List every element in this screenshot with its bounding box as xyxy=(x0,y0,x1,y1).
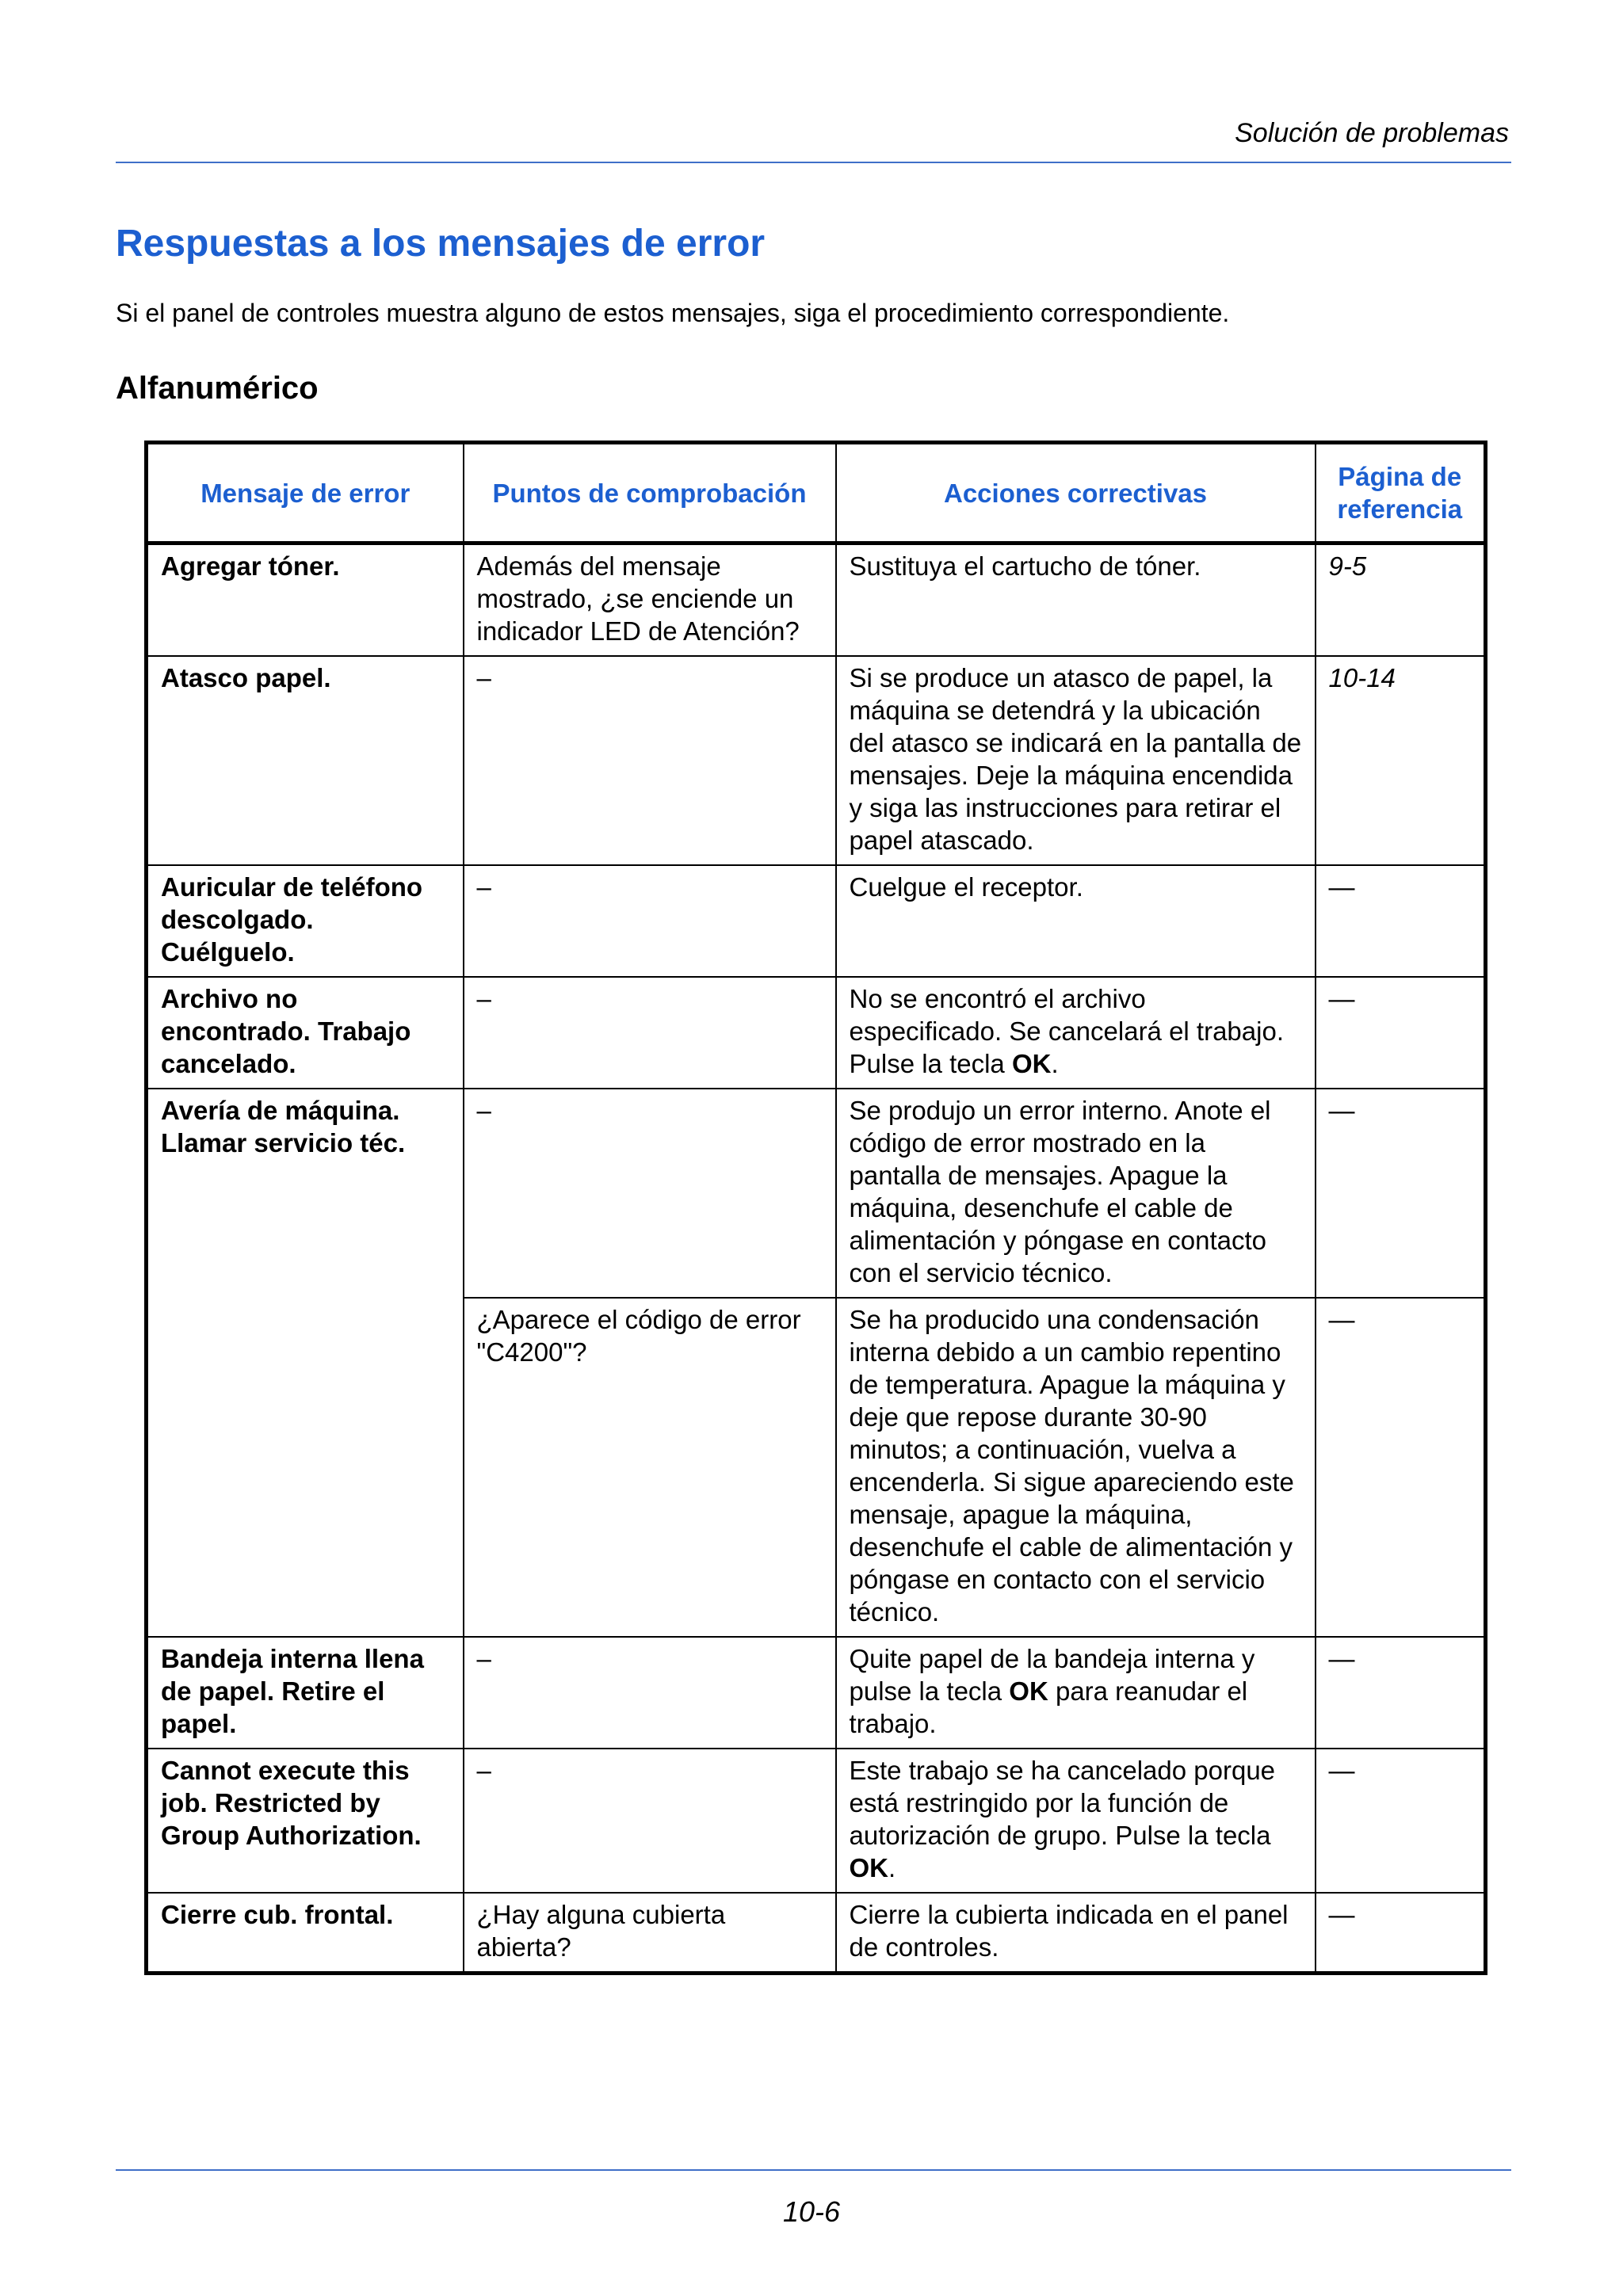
action-cell: Quite papel de la bandeja interna y pulse la tecla OK para reanudar el trabajo. xyxy=(836,1637,1316,1749)
check-cell: ¿Hay alguna cubierta abierta? xyxy=(464,1893,836,1974)
page-number: 10-6 xyxy=(782,2195,841,2228)
check-cell: – xyxy=(464,977,836,1089)
column-header-check: Puntos de comprobación xyxy=(464,443,836,543)
check-cell: – xyxy=(464,1089,836,1298)
reference-cell: — xyxy=(1316,1749,1486,1893)
action-cell: Cierre la cubierta indicada en el panel de controles. xyxy=(836,1893,1316,1974)
action-cell: Cuelgue el receptor. xyxy=(836,865,1316,977)
check-cell: ¿Aparece el código de error "C4200"? xyxy=(464,1298,836,1637)
check-cell: – xyxy=(464,1637,836,1749)
intro-paragraph: Si el panel de controles muestra alguno de estos mensajes, siga el procedimiento correspondiente. xyxy=(116,299,1230,327)
action-cell: No se encontró el archivo especificado. Se cancelará el trabajo. Pulse la tecla OK. xyxy=(836,977,1316,1089)
table-header-row xyxy=(147,443,1486,543)
error-message-cell: Atasco papel. xyxy=(147,656,464,865)
table-row xyxy=(147,1893,1486,1974)
error-message-cell: Bandeja interna llena de papel. Retire el papel. xyxy=(147,1637,464,1749)
error-message-cell: Auricular de teléfono descolgado. Cuélguelo. xyxy=(147,865,464,977)
error-message-cell: Cannot execute this job. Restricted by Group Authorization. xyxy=(147,1749,464,1893)
error-message-cell: Archivo no encontrado. Trabajo cancelado. xyxy=(147,977,464,1089)
table-row xyxy=(147,1089,1486,1298)
reference-cell: — xyxy=(1316,1089,1486,1298)
column-header-message: Mensaje de error xyxy=(147,443,464,543)
action-cell: Se ha producido una condensación interna debido a un cambio repentino de temperatura. Apague la máquina y deje que repose durante 30-90 minutos; a continuación, vuelva a encenderla. Si sigue apareciendo este mensaje, apague la máquina, desenchufe el cable de alimentación y póngase en contacto con el servicio técnico. xyxy=(836,1298,1316,1637)
check-cell: – xyxy=(464,1749,836,1893)
error-message-cell: Cierre cub. frontal. xyxy=(147,1893,464,1974)
table-row xyxy=(147,1637,1486,1749)
reference-cell: — xyxy=(1316,977,1486,1089)
reference-cell: 10-14 xyxy=(1316,656,1486,865)
reference-cell: — xyxy=(1316,1637,1486,1749)
table-row xyxy=(147,543,1486,657)
action-cell: Se produjo un error interno. Anote el código de error mostrado en la pantalla de mensajes. Apague la máquina, desenchufe el cable de alimentación y póngase en contacto con el servicio técnico. xyxy=(836,1089,1316,1298)
ok-key-label: OK xyxy=(1011,1049,1052,1078)
check-cell: Además del mensaje mostrado, ¿se enciende un indicador LED de Atención? xyxy=(464,543,836,657)
page-title: Respuestas a los mensajes de error xyxy=(116,223,766,265)
table-row xyxy=(147,656,1486,865)
error-message-cell: Avería de máquina. Llamar servicio téc. xyxy=(147,1089,464,1637)
footer-rule xyxy=(116,2169,1511,2171)
check-cell: – xyxy=(464,656,836,865)
column-header-action: Acciones correctivas xyxy=(836,443,1316,543)
column-header-reference: Página de referencia xyxy=(1316,443,1486,543)
action-cell: Sustituya el cartucho de tóner. xyxy=(836,543,1316,657)
header-rule xyxy=(116,162,1511,163)
error-message-cell: Agregar tóner. xyxy=(147,543,464,657)
reference-cell: — xyxy=(1316,1893,1486,1974)
reference-cell: 9-5 xyxy=(1316,543,1486,657)
ok-key-label: OK xyxy=(849,1853,888,1882)
table-row xyxy=(147,1749,1486,1893)
table-row xyxy=(147,977,1486,1089)
table-row xyxy=(147,865,1486,977)
error-messages-table xyxy=(144,441,1487,1975)
ok-key-label: OK xyxy=(1009,1676,1048,1706)
reference-cell: — xyxy=(1316,1298,1486,1637)
action-cell: Este trabajo se ha cancelado porque está restringido por la función de autorización de grupo. Pulse la tecla OK. xyxy=(836,1749,1316,1893)
reference-cell: — xyxy=(1316,865,1486,977)
running-header: Solución de problemas xyxy=(1235,118,1509,148)
check-cell: – xyxy=(464,865,836,977)
section-heading: Alfanumérico xyxy=(116,371,319,406)
action-cell: Si se produce un atasco de papel, la máquina se detendrá y la ubicación del atasco se indicará en la pantalla de mensajes. Deje la máquina encendida y siga las instrucciones para retirar el papel atascado. xyxy=(836,656,1316,865)
